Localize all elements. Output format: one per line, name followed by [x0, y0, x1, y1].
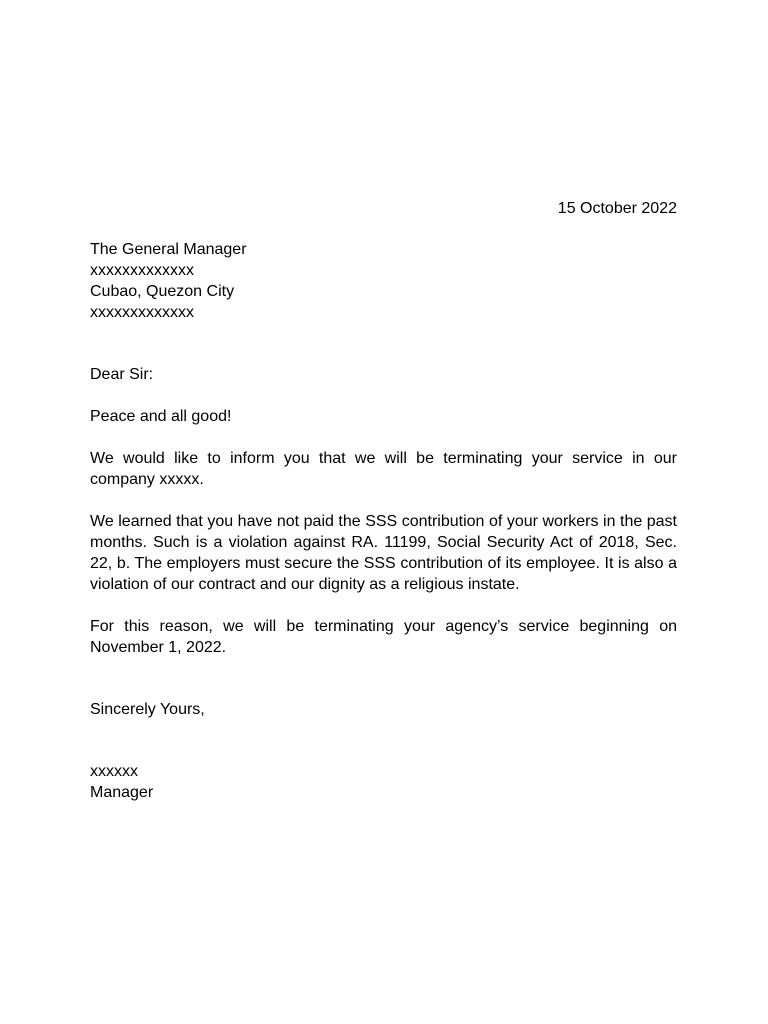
letter-date: 15 October 2022 [557, 200, 677, 217]
body-paragraph-1: We would like to inform you that we will be terminating your service in our company xxxxx. [90, 450, 677, 488]
recipient-line-2: xxxxxxxxxxxxx [90, 262, 194, 279]
recipient-address [90, 239, 677, 323]
salutation: Dear Sir: [90, 366, 154, 383]
greeting: Peace and all good! [90, 408, 232, 425]
closing: Sincerely Yours, [90, 701, 205, 718]
signature-position: Manager [90, 784, 154, 801]
signature-name: xxxxxx [90, 763, 138, 780]
recipient-line-4: xxxxxxxxxxxxx [90, 304, 194, 321]
signature-block [90, 761, 677, 803]
recipient-title: The General Manager [90, 241, 247, 258]
body-paragraph-2: We learned that you have not paid the SSS contribution of your workers in the past months. Such is a violation against RA. 11199, Social Security Act of 2018, Sec. 22, b. The employers must secure the SSS contribution of its employee. It is also a violation of our contract and our dignity as a religious instate. [90, 513, 677, 593]
letter-page [90, 198, 677, 803]
body-paragraph-3: For this reason, we will be terminating your agency’s service beginning on November 1, 2022. [90, 618, 677, 656]
recipient-city: Cubao, Quezon City [90, 283, 235, 300]
